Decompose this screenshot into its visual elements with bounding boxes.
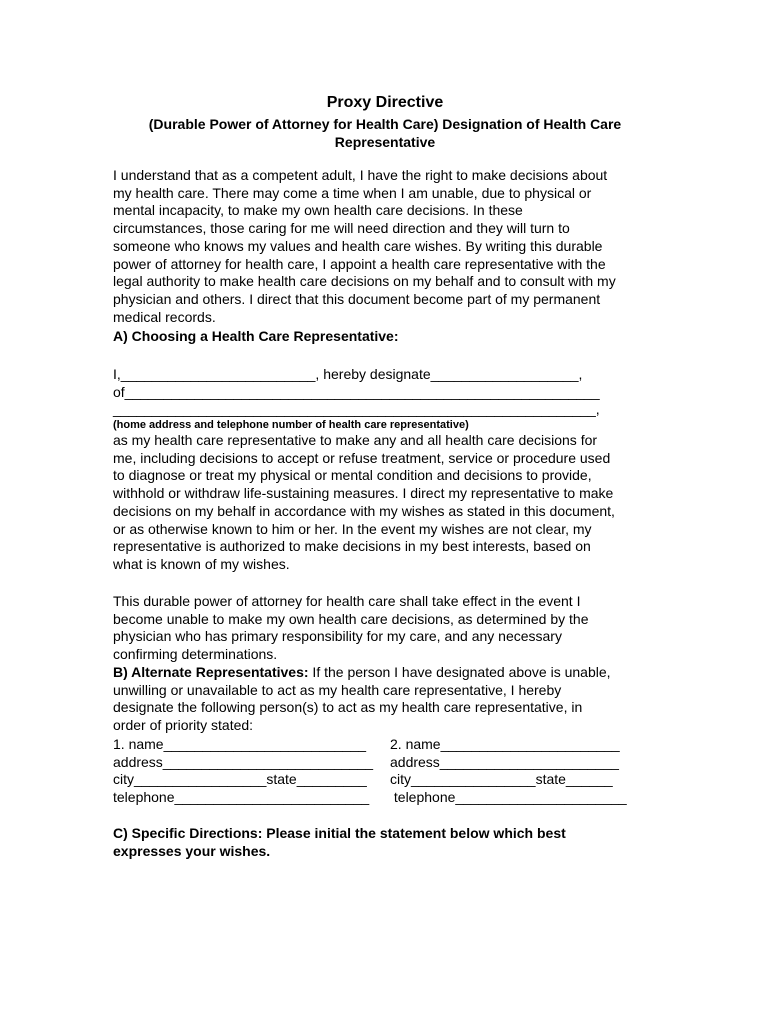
section-a-heading: A) Choosing a Health Care Representative: xyxy=(113,328,399,344)
section-b-text: If the person I have designated above is unable, unwilling or unavailable to act as my health care representative, I hereby designate the following person(s) to act as my health care representative, in order of priority stated: xyxy=(113,664,611,734)
effect-paragraph: This durable power of attorney for health care shall take effect in the event I become unable to make my own health care decisions, as determined by the physician who has primary responsibility for my care, and any necessary confirming determinations. xyxy=(113,593,589,663)
document-title: Proxy Directive xyxy=(326,94,444,111)
designate-fill-in-lines: I,_________________________, hereby designate___________________, of_____________________________________________________________ ______________________________________________________________, xyxy=(113,366,600,418)
alternate-representative-1: 1. name__________________________ address___________________________ city_________________state_________ telephone_________________________ xyxy=(113,736,374,806)
alternate-representative-2: 2. name_______________________ address_______________________ city________________state______ telephone______________________ xyxy=(390,736,627,806)
intro-paragraph: I understand that as a competent adult, I have the right to make decisions about my health care. There may come a time when I am unable, due to physical or mental incapacity, to make my own health care decisions. In these circumstances, those caring for me will need direction and they will turn to someone who knows my values and health care wishes. By writing this durable power of attorney for health care, I appoint a health care representative with the legal authority to make health care decisions on my behalf and to consult with my physician and others. I direct that this document become part of my permanent medical records. xyxy=(113,167,616,325)
address-note: (home address and telephone number of health care representative) xyxy=(113,419,469,431)
document-subtitle: (Durable Power of Attorney for Health Care) Designation of Health Care Representative xyxy=(148,116,622,150)
section-b-heading: B) Alternate Representatives: xyxy=(113,664,309,680)
representative-paragraph: as my health care representative to make any and all health care decisions for me, including decisions to accept or refuse treatment, service or procedure used to diagnose or treat my physical or mental condition and decisions to provide, withhold or withdraw life-sustaining measures. I direct my representative to make decisions on my behalf in accordance with my wishes as stated in this document, or as otherwise known to him or her. In the event my wishes are not clear, my representative is authorized to make decisions in my best interests, based on what is known of my wishes. xyxy=(113,432,615,572)
section-c-heading: C) Specific Directions: Please initial the statement below which best expresses your wishes. xyxy=(113,825,566,859)
section-b-paragraph xyxy=(113,664,673,735)
